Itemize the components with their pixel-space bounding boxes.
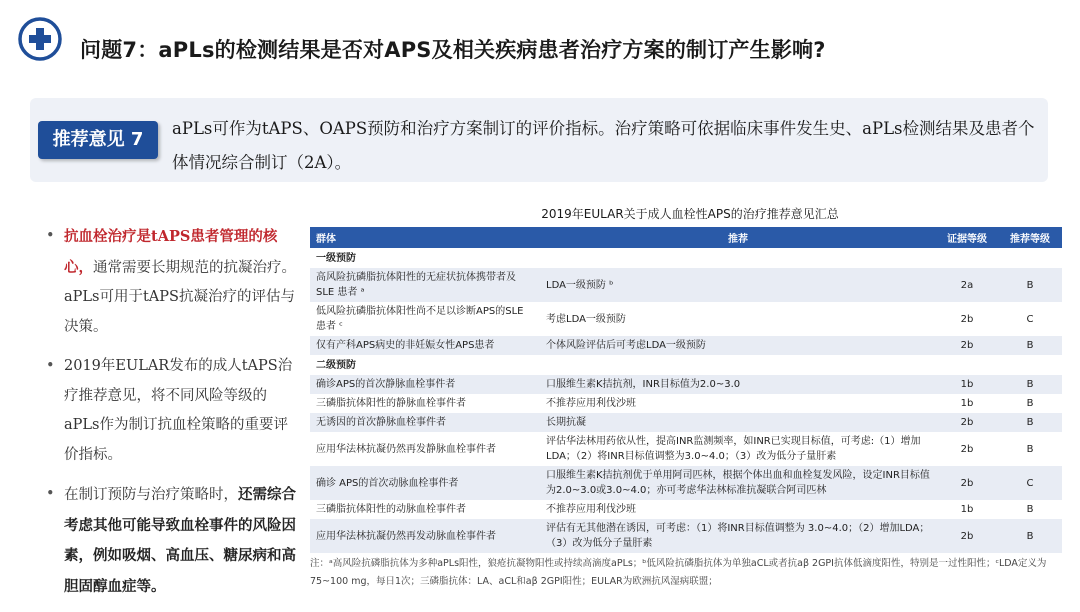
recommendation-cell: 长期抗凝 <box>540 413 936 432</box>
grade-cell: C <box>998 466 1062 500</box>
evidence-cell: 1b <box>960 398 974 409</box>
bullet-list <box>46 222 298 612</box>
table-row <box>310 394 1062 413</box>
table-header-row <box>310 227 1062 248</box>
table-section-row <box>310 248 1062 268</box>
evidence-cell: 2b <box>936 466 998 500</box>
table-row <box>310 466 1062 500</box>
bullet-bold-text: 还需综合考虑其他可能导致血栓事件的风险因素，例如吸烟、高血压、糖尿病和高胆固醇血症等。 <box>64 486 296 595</box>
group-cell: 三磷脂抗体阳性的静脉血栓事件者 <box>316 398 466 409</box>
recommendation-cell: 不推荐应用利伐沙班 <box>546 504 636 515</box>
column-header: 推荐 <box>540 227 936 248</box>
grade-cell: B <box>998 336 1062 355</box>
table-row <box>310 336 1062 355</box>
table-row <box>310 519 1062 553</box>
table-row <box>310 500 1062 519</box>
column-header: 群体 <box>310 227 540 248</box>
group-cell: 高风险抗磷脂抗体阳性的无症状抗体携带者及 SLE 患者 ᵃ <box>310 268 540 302</box>
recommendation-cell: 不推荐应用利伐沙班 <box>546 398 636 409</box>
grade-cell: B <box>998 268 1062 302</box>
bullet-highlight: 抗血栓治疗是tAPS患者管理的核心， <box>64 228 278 276</box>
group-cell: 应用华法林抗凝仍然再发动脉血栓事件者 <box>310 519 540 553</box>
group-cell: 三磷脂抗体阳性的动脉血栓事件者 <box>316 504 466 515</box>
group-cell: 应用华法林抗凝仍然再发静脉血栓事件者 <box>316 443 496 455</box>
recommendation-badge: 推荐意见 7 <box>38 121 158 159</box>
table-section-row <box>310 355 1062 375</box>
recommendation-cell: 口服维生素K拮抗剂优于单用阿司匹林，根据个体出血和血栓复发风险，设定INR目标值为2.0~3.0或3.0~4.0；亦可考虑华法林标准抗凝联合阿司匹林 <box>540 466 936 500</box>
recommendation-cell: 评估有无其他潜在诱因，可考虑：（1）将INR目标值调整为 3.0~4.0；（2）增加LDA；（3）改为低分子量肝素 <box>540 519 936 553</box>
grade-cell: C <box>1026 313 1034 325</box>
column-header: 推荐等级 <box>998 227 1062 248</box>
table-body <box>310 248 1062 553</box>
bullet-item: • 在制订预防与治疗策略时，还需综合考虑其他可能导致血栓事件的风险因素，例如吸烟、高血压、糖尿病和高胆固醇血症等。 <box>46 486 296 595</box>
group-cell: 无诱因的首次静脉血栓事件者 <box>310 413 540 432</box>
evidence-cell: 2b <box>936 519 998 553</box>
recommendation-cell: 个体风险评估后可考虑LDA一级预防 <box>540 336 936 355</box>
bullet-text: 2019年EULAR发布的成人tAPS治疗推荐意见，将不同风险等级的aPLs作为制订抗血栓策略的重要评价指标。 <box>64 358 293 463</box>
group-cell: 仅有产科APS病史的非妊娠女性APS患者 <box>310 336 540 355</box>
evidence-cell: 2b <box>960 313 974 325</box>
table-row <box>310 413 1062 432</box>
evidence-cell: 2a <box>936 268 998 302</box>
grade-cell: B <box>1026 398 1034 409</box>
section-label: 一级预防 <box>316 253 356 264</box>
grade-cell: B <box>998 413 1062 432</box>
table-caption: 2019年EULAR关于成人血栓性APS的治疗推荐意见汇总 <box>541 207 839 221</box>
group-cell: 低风险抗磷脂抗体阳性尚不足以诊断APS的SLE 患者 ᶜ <box>316 306 524 332</box>
recommendation-cell: 评估华法林用药依从性，提高INR监测频率，如INR已实现目标值，可考虑:（1）增加LDA；（2）将INR目标值调整为3.0~4.0；（3）改为低分子量肝素 <box>546 436 921 462</box>
grade-cell: B <box>998 519 1062 553</box>
recommendation-cell: LDA一级预防 ᵇ <box>540 268 936 302</box>
evidence-cell: 2b <box>936 413 998 432</box>
recommendation-text: aPLs可作为tAPS、OAPS预防和治疗方案制订的评价指标。治疗策略可依据临床事件发生史、aPLs检测结果及患者个体情况综合制订（2A）。 <box>172 119 1035 172</box>
table-row <box>310 302 1062 336</box>
bullet-item: • 抗血栓治疗是tAPS患者管理的核心，通常需要长期规范的抗凝治疗。aPLs可用于tAPS抗凝治疗的评估与决策。 <box>46 228 296 335</box>
table-footnote: 注：ᵃ高风险抗磷脂抗体为多种aPLs阳性，狼疮抗凝物阳性或持续高滴度aPLs；ᵇ低风险抗磷脂抗体为单独aCL或者抗aβ 2GPI抗体低滴度阳性，特别是一过性阳性；ᶜLDA定义为75~100 mg，每日1次；三磷脂抗体：LA、aCL和aβ 2GPI阳性；EULAR为欧洲抗风湿病联盟； <box>310 558 1047 587</box>
column-header: 证据等级 <box>936 227 998 248</box>
table-row <box>310 432 1062 466</box>
bullet-text: 在制订预防与治疗策略时， <box>64 487 238 503</box>
evidence-cell: 2b <box>960 443 974 455</box>
recommendation-cell: 考虑LDA一级预防 <box>546 313 626 325</box>
table-row <box>310 375 1062 394</box>
bullet-item: • 2019年EULAR发布的成人tAPS治疗推荐意见，将不同风险等级的aPLs作为制订抗血栓策略的重要评价指标。 <box>46 358 293 463</box>
evidence-cell: 2b <box>936 336 998 355</box>
group-cell: 确诊APS的首次静脉血栓事件者 <box>310 375 540 394</box>
bullet-text: 通常需要长期规范的抗凝治疗。aPLs可用于tAPS抗凝治疗的评估与决策。 <box>64 259 296 335</box>
group-cell: 确诊 APS的首次动脉血栓事件者 <box>310 466 540 500</box>
section-label: 二级预防 <box>316 360 356 371</box>
recommendation-cell: 口服维生素K拮抗剂，INR目标值为2.0~3.0 <box>540 375 936 394</box>
recommendation-table <box>310 227 1062 553</box>
grade-cell: B <box>1026 443 1034 455</box>
table-row <box>310 268 1062 302</box>
grade-cell: B <box>1026 504 1034 515</box>
evidence-cell: 1b <box>960 504 974 515</box>
plus-circle-icon <box>18 17 62 61</box>
grade-cell: B <box>998 375 1062 394</box>
page-title: 问题7：aPLs的检测结果是否对APS及相关疾病患者治疗方案的制订产生影响? <box>80 38 826 62</box>
evidence-cell: 1b <box>936 375 998 394</box>
